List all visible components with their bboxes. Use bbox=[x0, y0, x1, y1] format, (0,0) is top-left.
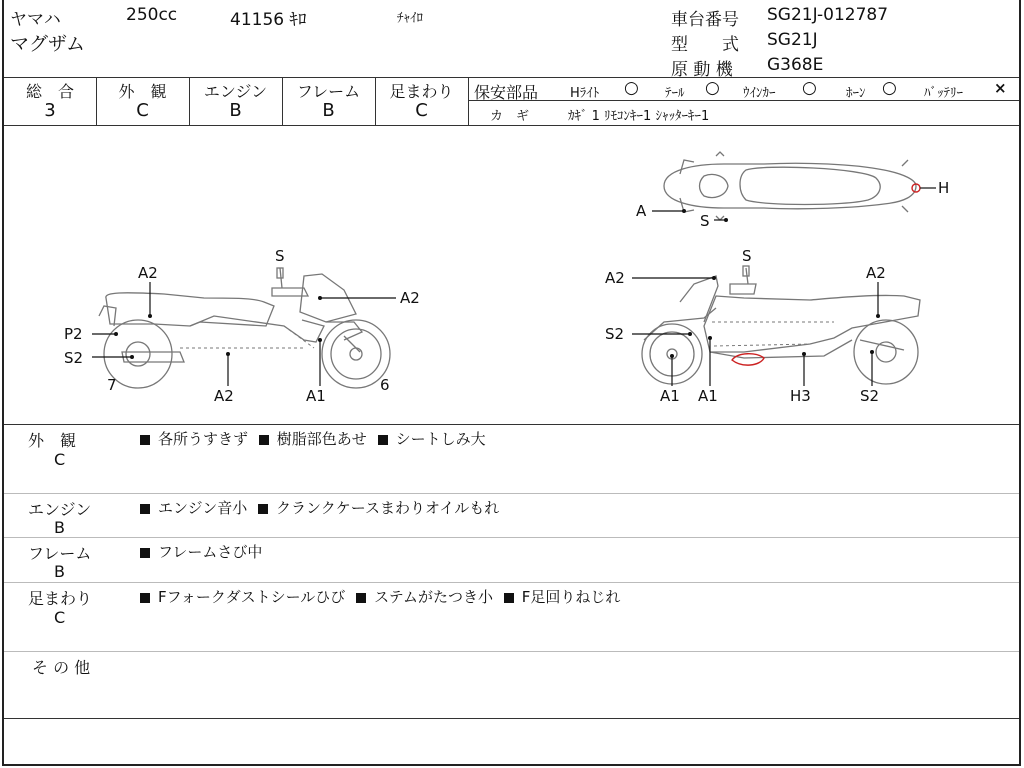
label-s2: S2 bbox=[64, 349, 84, 367]
maker: ヤマハ bbox=[10, 10, 61, 30]
frame-grade: B bbox=[322, 100, 335, 121]
tail-label: ﾃｰﾙ bbox=[665, 86, 685, 101]
type-value: SG21J bbox=[767, 30, 818, 50]
frame-no: SG21J-012787 bbox=[767, 5, 889, 25]
divider bbox=[4, 493, 1019, 494]
section-items-exterior bbox=[134, 428, 486, 449]
section-grade-suspension: C bbox=[54, 608, 66, 627]
exterior-label: 外 観 bbox=[118, 82, 167, 101]
label-h3: H3 bbox=[790, 387, 811, 405]
overall-grade: 3 bbox=[44, 100, 56, 121]
horn-label: ﾎｰﾝ bbox=[846, 86, 866, 101]
label-6: 6 bbox=[380, 376, 390, 394]
key-note: ﾁｬｲﾛ bbox=[397, 11, 423, 26]
horn-mark: ○ bbox=[882, 78, 897, 98]
winker-mark: ○ bbox=[802, 78, 817, 98]
label-p2: P2 bbox=[64, 325, 83, 343]
remark-item: Fフォークダストシールひび bbox=[158, 588, 346, 606]
scooter-left-side-view bbox=[99, 268, 390, 388]
model-name: マグザム bbox=[10, 33, 86, 55]
divider bbox=[468, 77, 469, 125]
engine-label: エンジン bbox=[203, 82, 268, 101]
damage-diagram bbox=[4, 126, 1021, 424]
engine-model-label: 原 動 機 bbox=[671, 60, 733, 80]
divider bbox=[4, 718, 1019, 719]
label-s2: S2 bbox=[860, 387, 880, 405]
divider bbox=[4, 537, 1019, 538]
label-a2: A2 bbox=[866, 264, 886, 282]
section-title-suspension: 足まわり bbox=[28, 589, 93, 608]
exterior-grade: C bbox=[136, 100, 149, 121]
label-a2: A2 bbox=[400, 289, 420, 307]
suspension-grade: C bbox=[415, 100, 428, 121]
section-items-engine bbox=[134, 497, 499, 518]
key-label: カ ギ bbox=[490, 109, 530, 124]
section-title-exterior: 外 観 bbox=[28, 431, 77, 450]
label-a2: A2 bbox=[138, 264, 158, 282]
safety-label: 保安部品 bbox=[474, 83, 539, 102]
section-title-frame: フレーム bbox=[28, 544, 92, 563]
tail-mark: ○ bbox=[705, 78, 720, 98]
remark-item: クランクケースまわりオイルもれ bbox=[276, 499, 500, 517]
overall-label: 総 合 bbox=[25, 82, 74, 101]
label-s2: S2 bbox=[605, 325, 625, 343]
label-7: 7 bbox=[107, 376, 117, 394]
frame-no-label: 車台番号 bbox=[671, 10, 739, 30]
damage-mark bbox=[732, 354, 764, 365]
section-title-other: そ の 他 bbox=[32, 658, 91, 677]
section-title-engine: エンジン bbox=[28, 500, 92, 519]
label-a2: A2 bbox=[605, 269, 625, 287]
label-a1: A1 bbox=[306, 387, 326, 405]
mileage: 41156 ｷﾛ bbox=[230, 10, 307, 30]
headlight-mark: ○ bbox=[624, 78, 639, 98]
remark-item: 樹脂部色あせ bbox=[276, 430, 367, 448]
label-h: H bbox=[938, 179, 950, 197]
label-a1: A1 bbox=[698, 387, 718, 405]
section-items-suspension bbox=[134, 586, 620, 607]
scooter-top-view bbox=[664, 152, 920, 220]
section-grade-engine: B bbox=[54, 518, 65, 537]
battery-mark: × bbox=[994, 79, 1007, 97]
winker-label: ｳｲﾝｶｰ bbox=[743, 86, 776, 101]
label-a2: A2 bbox=[214, 387, 234, 405]
frame-label: フレーム bbox=[296, 82, 361, 101]
divider bbox=[4, 424, 1019, 425]
key-list: ｶｷﾞ 1 ﾘﾓｺﾝｷｰ1 ｼｬｯﾀｰｷｰ1 bbox=[568, 109, 710, 124]
displacement: 250cc bbox=[126, 5, 178, 25]
divider bbox=[4, 651, 1019, 652]
remark-item: シートしみ大 bbox=[395, 430, 486, 448]
label-a1: A1 bbox=[660, 387, 680, 405]
label-a: A bbox=[636, 202, 647, 220]
section-grade-frame: B bbox=[54, 562, 65, 581]
section-items-frame bbox=[134, 541, 262, 562]
remark-item: 各所うすきず bbox=[158, 430, 249, 448]
label-s: S bbox=[275, 247, 285, 265]
remark-item: エンジン音小 bbox=[158, 499, 248, 517]
divider bbox=[4, 582, 1019, 583]
remark-item: F足回りねじれ bbox=[521, 588, 621, 606]
headlight-label: Hﾗｲﾄ bbox=[570, 86, 600, 101]
divider bbox=[4, 77, 1019, 78]
suspension-label: 足まわり bbox=[389, 82, 454, 101]
section-grade-exterior: C bbox=[54, 450, 66, 469]
inspection-sheet bbox=[2, 0, 1021, 766]
label-s: S bbox=[700, 212, 710, 230]
remark-item: フレームさび中 bbox=[158, 543, 263, 561]
engine-grade: B bbox=[229, 100, 242, 121]
type-label: 型 式 bbox=[671, 35, 739, 55]
remark-item: ステムがたつき小 bbox=[374, 588, 494, 606]
battery-label: ﾊﾞｯﾃﾘｰ bbox=[924, 86, 963, 101]
label-s: S bbox=[742, 247, 752, 265]
engine-model: G368E bbox=[767, 55, 824, 75]
